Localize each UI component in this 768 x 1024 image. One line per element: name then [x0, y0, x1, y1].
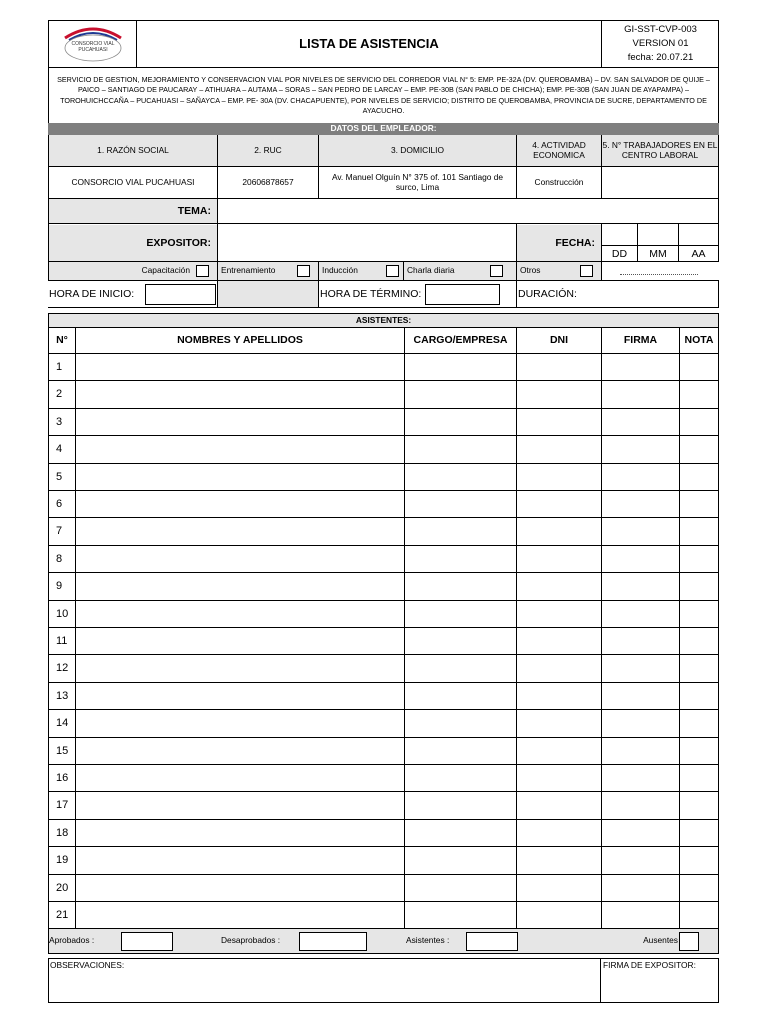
attendee-cargo-cell[interactable]	[405, 738, 516, 765]
duracion-label: DURACIÓN:	[518, 287, 577, 300]
firma-expositor-label: FIRMA DE EXPOSITOR:	[603, 959, 696, 970]
attendee-firma-cell[interactable]	[602, 546, 679, 573]
employer-col-ruc: 2. RUC	[218, 135, 318, 166]
desaprobados-label: Desaprobados :	[221, 935, 281, 946]
attendee-dni-cell[interactable]	[517, 546, 601, 573]
attendee-dni-cell[interactable]	[517, 491, 601, 518]
row-number: 9	[56, 580, 63, 593]
type-otros-specify-line[interactable]	[620, 270, 698, 275]
attendee-name-cell[interactable]	[76, 546, 404, 573]
row-number: 3	[56, 416, 63, 429]
attendee-nota-cell[interactable]	[680, 601, 718, 628]
fecha-label: FECHA:	[555, 236, 595, 249]
attendee-nota-cell[interactable]	[680, 820, 718, 847]
type-induccion-checkbox[interactable]	[386, 265, 399, 277]
employer-col-actividad: 4. ACTIVIDAD ECONOMICA	[517, 135, 601, 166]
type-charla-label: Charla diaria	[407, 265, 455, 276]
employer-col-razon-social: 1. RAZÓN SOCIAL	[49, 135, 217, 166]
attendee-name-cell[interactable]	[76, 381, 404, 408]
type-charla-checkbox[interactable]	[490, 265, 503, 277]
row-number: 2	[56, 388, 63, 401]
doc-version: VERSION 01	[632, 37, 689, 49]
doc-date: fecha: 20.07.21	[627, 51, 694, 63]
attendee-cargo-cell[interactable]	[405, 436, 516, 463]
attendee-dni-cell[interactable]	[517, 436, 601, 463]
attendee-cargo-cell[interactable]	[405, 354, 516, 381]
col-header-nombres: NOMBRES Y APELLIDOS	[177, 334, 303, 347]
attendee-cargo-cell[interactable]	[405, 409, 516, 436]
attendee-name-cell[interactable]	[76, 847, 404, 874]
attendee-dni-cell[interactable]	[517, 628, 601, 655]
attendee-firma-cell[interactable]	[602, 765, 679, 792]
attendee-dni-cell[interactable]	[517, 820, 601, 847]
service-description: SERVICIO DE GESTION, MEJORAMIENTO Y CONSERVACION VIAL POR NIVELES DE SERVICIO DEL CORREDOR VIAL N° 5: EMP. PE-32A (DV. QUEROBAMBA) – DV. SAN SALVADOR DE QUIJE – PAICO – SANTIAGO DE PAUCARAY – ATIHUARA – AUTAMA – SORAS – SAN PEDRO DE LARCAY – EMP. PE-30B (SAN PABLO DE CHICHA); EMP. PE-30B (SAN JUAN DE AYAPAMPA) – TOROHUICHCCAÑA – PUCAHUASI – SAÑAYCA – EMP. PE- 30A (DV. CHACAPUENTE), POR NIVELES DE SERVICIO; DISTRITO DE QUEROBAMBA, PROVINCIA DE SUCRE, DEPARTAMENTO DE AYACUCHO.	[57, 75, 710, 115]
attendee-firma-cell[interactable]	[602, 464, 679, 491]
attendee-cargo-cell[interactable]	[405, 847, 516, 874]
employer-domicilio-value: Av. Manuel Olguín N° 375 of. 101 Santiago de surco, Lima	[331, 172, 504, 192]
type-capacitacion-checkbox[interactable]	[196, 265, 209, 277]
col-header-dni: DNI	[549, 334, 569, 347]
attendee-cargo-cell[interactable]	[405, 710, 516, 737]
attendee-name-cell[interactable]	[76, 875, 404, 902]
attendee-nota-cell[interactable]	[680, 792, 718, 819]
attendee-firma-cell[interactable]	[602, 409, 679, 436]
attendee-nota-cell[interactable]	[680, 464, 718, 491]
tema-label: TEMA:	[177, 204, 211, 217]
attendee-nota-cell[interactable]	[680, 491, 718, 518]
attendee-nota-cell[interactable]	[680, 847, 718, 874]
row-number: 17	[56, 799, 69, 812]
attendee-dni-cell[interactable]	[517, 518, 601, 545]
observaciones-label: OBSERVACIONES:	[50, 959, 125, 970]
attendee-firma-cell[interactable]	[602, 792, 679, 819]
ausentes-input[interactable]	[679, 932, 699, 951]
attendee-nota-cell[interactable]	[680, 655, 718, 682]
asistentes-section-header: ASISTENTES:	[48, 313, 719, 328]
attendee-firma-cell[interactable]	[602, 875, 679, 902]
attendee-cargo-cell[interactable]	[405, 546, 516, 573]
expositor-field[interactable]	[218, 225, 516, 261]
fecha-aa-field[interactable]	[679, 225, 718, 245]
attendee-name-cell[interactable]	[76, 792, 404, 819]
attendee-nota-cell[interactable]	[680, 518, 718, 545]
attendee-name-cell[interactable]	[76, 655, 404, 682]
row-number: 11	[56, 635, 68, 648]
attendee-firma-cell[interactable]	[602, 710, 679, 737]
attendee-nota-cell[interactable]	[680, 436, 718, 463]
row-number: 7	[56, 525, 63, 538]
fecha-mm-field[interactable]	[638, 225, 678, 245]
attendee-dni-cell[interactable]	[517, 573, 601, 600]
attendee-dni-cell[interactable]	[517, 902, 601, 929]
attendee-dni-cell[interactable]	[517, 847, 601, 874]
attendee-firma-cell[interactable]	[602, 573, 679, 600]
attendee-cargo-cell[interactable]	[405, 628, 516, 655]
row-number: 13	[56, 690, 69, 703]
attendee-cargo-cell[interactable]	[405, 655, 516, 682]
attendee-cargo-cell[interactable]	[405, 464, 516, 491]
attendee-dni-cell[interactable]	[517, 875, 601, 902]
employer-trabajadores-value[interactable]	[602, 167, 718, 199]
attendee-firma-cell[interactable]	[602, 436, 679, 463]
hora-termino-input[interactable]	[425, 284, 500, 305]
fecha-dd-field[interactable]	[602, 225, 637, 245]
attendee-firma-cell[interactable]	[602, 738, 679, 765]
fecha-aa-label: AA	[691, 247, 706, 260]
attendee-cargo-cell[interactable]	[405, 820, 516, 847]
attendee-dni-cell[interactable]	[517, 710, 601, 737]
col-header-firma: FIRMA	[623, 334, 658, 347]
row-number: 19	[56, 854, 69, 867]
attendee-dni-cell[interactable]	[517, 683, 601, 710]
attendee-cargo-cell[interactable]	[405, 491, 516, 518]
row-number: 5	[56, 471, 63, 484]
attendee-dni-cell[interactable]	[517, 464, 601, 491]
attendee-cargo-cell[interactable]	[405, 518, 516, 545]
employer-ruc-value: 20606878657	[242, 177, 294, 188]
col-header-cargo: CARGO/EMPRESA	[413, 334, 508, 347]
doc-code: GI-SST-CVP-003	[624, 23, 697, 35]
attendee-nota-cell[interactable]	[680, 875, 718, 902]
attendee-cargo-cell[interactable]	[405, 573, 516, 600]
attendee-name-cell[interactable]	[76, 518, 404, 545]
row-number: 10	[56, 608, 69, 621]
row-number: 18	[56, 827, 69, 840]
hora-termino-label: HORA DE TÉRMINO:	[320, 287, 422, 300]
col-header-nota: NOTA	[684, 334, 714, 347]
row-number: 12	[56, 662, 69, 675]
attendee-name-cell[interactable]	[76, 409, 404, 436]
attendee-cargo-cell[interactable]	[405, 792, 516, 819]
attendee-name-cell[interactable]	[76, 738, 404, 765]
attendee-firma-cell[interactable]	[602, 902, 679, 929]
row-number: 6	[56, 498, 63, 511]
employer-col-trabajadores: 5. N° TRABAJADORES EN EL CENTRO LABORAL	[602, 135, 718, 166]
attendee-firma-cell[interactable]	[602, 847, 679, 874]
attendee-nota-cell[interactable]	[680, 573, 718, 600]
attendee-dni-cell[interactable]	[517, 738, 601, 765]
attendee-name-cell[interactable]	[76, 491, 404, 518]
attendee-cargo-cell[interactable]	[405, 381, 516, 408]
row-number: 8	[56, 553, 63, 566]
employer-actividad-value: Construcción	[534, 177, 584, 188]
tema-field[interactable]	[218, 199, 718, 223]
attendee-dni-cell[interactable]	[517, 765, 601, 792]
attendee-dni-cell[interactable]	[517, 601, 601, 628]
aprobados-input[interactable]	[121, 932, 173, 951]
attendee-firma-cell[interactable]	[602, 491, 679, 518]
row-number: 16	[56, 772, 69, 785]
attendee-name-cell[interactable]	[76, 820, 404, 847]
attendee-name-cell[interactable]	[76, 464, 404, 491]
attendee-cargo-cell[interactable]	[405, 875, 516, 902]
asistentes-input[interactable]	[466, 932, 518, 951]
col-header-numero: N°	[56, 334, 68, 347]
fecha-dd-label: DD	[611, 247, 628, 260]
attendee-nota-cell[interactable]	[680, 738, 718, 765]
attendee-firma-cell[interactable]	[602, 518, 679, 545]
attendee-nota-cell[interactable]	[680, 409, 718, 436]
type-capacitacion-label: Capacitación	[141, 265, 190, 276]
desaprobados-input[interactable]	[299, 932, 367, 951]
attendee-name-cell[interactable]	[76, 354, 404, 381]
attendee-nota-cell[interactable]	[680, 381, 718, 408]
employer-section-header: DATOS DEL EMPLEADOR:	[48, 123, 719, 135]
attendee-dni-cell[interactable]	[517, 381, 601, 408]
attendee-dni-cell[interactable]	[517, 409, 601, 436]
attendee-nota-cell[interactable]	[680, 710, 718, 737]
expositor-label: EXPOSITOR:	[146, 236, 211, 249]
attendee-name-cell[interactable]	[76, 683, 404, 710]
attendee-cargo-cell[interactable]	[405, 601, 516, 628]
employer-col-domicilio: 3. DOMICILIO	[319, 135, 516, 166]
row-number: 21	[56, 909, 69, 922]
attendee-name-cell[interactable]	[76, 765, 404, 792]
attendee-firma-cell[interactable]	[602, 683, 679, 710]
attendee-name-cell[interactable]	[76, 902, 404, 929]
logo-text-line2: PUCAHUASI	[78, 47, 108, 53]
type-otros-label: Otros	[520, 265, 541, 276]
aprobados-label: Aprobados :	[49, 935, 95, 946]
attendee-nota-cell[interactable]	[680, 546, 718, 573]
row-number: 4	[56, 443, 63, 456]
attendee-nota-cell[interactable]	[680, 683, 718, 710]
attendee-name-cell[interactable]	[76, 573, 404, 600]
type-entrenamiento-label: Entrenamiento	[221, 265, 276, 276]
attendee-nota-cell[interactable]	[680, 902, 718, 929]
logo-text-line1: CONSORCIO VIAL	[71, 41, 115, 47]
attendee-firma-cell[interactable]	[602, 628, 679, 655]
row-number: 15	[56, 745, 69, 758]
attendee-name-cell[interactable]	[76, 710, 404, 737]
attendee-firma-cell[interactable]	[602, 381, 679, 408]
type-entrenamiento-checkbox[interactable]	[297, 265, 310, 277]
company-logo	[55, 22, 131, 66]
attendee-cargo-cell[interactable]	[405, 683, 516, 710]
attendee-dni-cell[interactable]	[517, 655, 601, 682]
hora-inicio-label: HORA DE INICIO:	[49, 287, 135, 300]
page-title: LISTA DE ASISTENCIA	[299, 35, 439, 51]
attendee-nota-cell[interactable]	[680, 628, 718, 655]
duracion-field[interactable]	[580, 282, 718, 307]
attendee-firma-cell[interactable]	[602, 354, 679, 381]
employer-razon-social-value: CONSORCIO VIAL PUCAHUASI	[71, 177, 195, 188]
attendee-dni-cell[interactable]	[517, 354, 601, 381]
attendee-dni-cell[interactable]	[517, 792, 601, 819]
attendee-firma-cell[interactable]	[602, 601, 679, 628]
row-number: 1	[56, 361, 63, 374]
attendee-firma-cell[interactable]	[602, 820, 679, 847]
row-number: 20	[56, 882, 69, 895]
row-number: 14	[56, 717, 69, 730]
attendee-nota-cell[interactable]	[680, 354, 718, 381]
attendee-name-cell[interactable]	[76, 601, 404, 628]
ausentes-label: Ausentes	[643, 935, 678, 946]
attendee-name-cell[interactable]	[76, 436, 404, 463]
attendee-cargo-cell[interactable]	[405, 902, 516, 929]
attendee-nota-cell[interactable]	[680, 765, 718, 792]
fecha-mm-label: MM	[649, 247, 667, 260]
attendee-firma-cell[interactable]	[602, 655, 679, 682]
type-induccion-label: Inducción	[322, 265, 358, 276]
hora-inicio-input[interactable]	[145, 284, 216, 305]
attendee-cargo-cell[interactable]	[405, 765, 516, 792]
attendee-name-cell[interactable]	[76, 628, 404, 655]
asistentes-label: Asistentes :	[406, 935, 450, 946]
type-otros-checkbox[interactable]	[580, 265, 593, 277]
